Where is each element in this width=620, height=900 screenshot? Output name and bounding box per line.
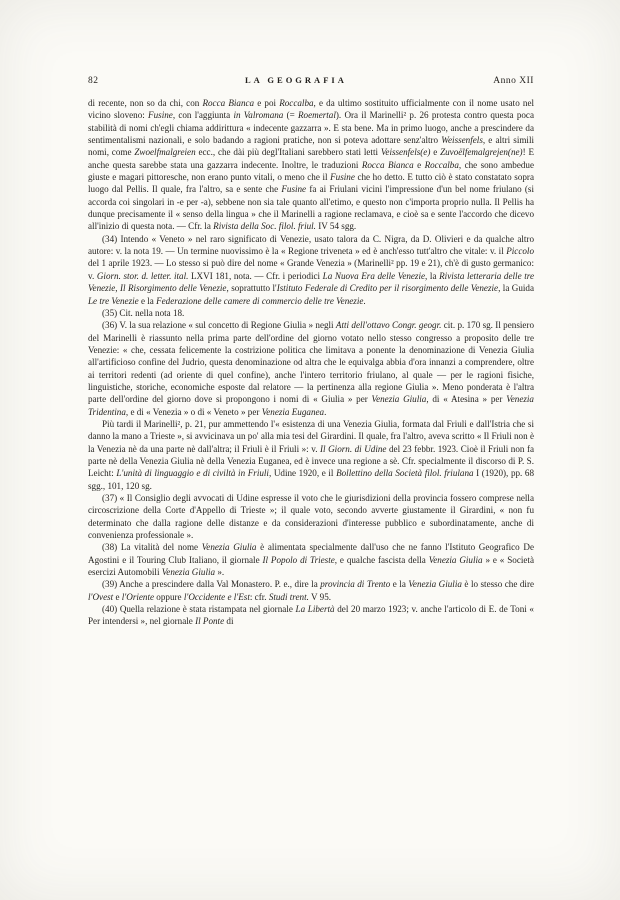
footnote-36: (36) V. la sua relazione « sul concetto di Regione Giulia » negli Atti dell'ottavo Congr. geogr. cit. p. 170 sg. Il pensiero del Marinelli è riassunto nella prima parte dell'ordine del giorno votato nello stesso congresso a proposito delle tre Venezie: « che, cessata felicemente la costrizione politica che limitava a ponente la denominazione di Venezia Giulia all'artificioso confine del Judrio, questa denominazione od altra che le equivalga abbia d'ora innanzi a comprendere, oltre ai territori redenti (ad oriente di quel confine), anche l'intero territorio friulano, al quale — per le ragioni fisiche, linguistiche, storiche, economiche esposte dal relatore — la pertinenza alla regione Giulia ». Meno ponderata è l'altra parte dell'ordine del giorno dove si propongono i nomi di « Giulia » per Venezia Giulia, di « Atesina » per Venezia Tridentina, e di « Venezia » o di « Veneto » per Venezia Euganea.	[88, 320, 534, 417]
text-block	[88, 97, 534, 628]
paragraph-continuation: di recente, non so da chi, con Rocca Bianca e poi Roccalba, e da ultimo sostituito ufficialmente con il nome usato nel vicino sloveno: Fusine, con l'aggiunta in Valromana (= Roemertal). Ora il Marinelli² p. 26 protesta contro questa poca stabilità di nomi ch'egli chiama addirittura « indecente gazzarra ». E sta bene. Ma in primo luogo, anche a prescindere da sentimentalismi nazionali, e solo badando a ragioni pratiche, non si poteva adottare senz'altro Weissenfels, e altri simili nomi, come Zwoelfmalgreien ecc., che dài più degl'Italiani sarebbero stati letti Veissenfels(e) e Zuvoëlfemalgrejen(ne)! E anche questa sarebbe stata una gazzarra indecente. Inoltre, le traduzioni Rocca Bianca e Roccalba, che sono ambedue giuste e magari pittoresche, non erano punto vitali, o meno che il Fusine che ho detto. E tutto ciò è stato constatato sopra luogo dal Pellis. Il quale, fra l'altro, sa e sente che Fusine fa ai Friulani vicini l'impressione d'un bel nome friulano (si accorda coi singolari in -e per -a), sebbene non sia tale quanto all'etimo, e questo non c'importa proprio nulla. Il Pellis ha dunque precisamente il « senso della lingua » che il Marinelli a ragione reclamava, e cioè sa e sente l'accordo che dicevo all'inizio di questa nota. — Cfr. la Rivista della Soc. filol. friul. IV 54 sgg.	[88, 98, 535, 232]
running-head	[88, 75, 534, 86]
footnote-39: (39) Anche a prescindere dalla Val Monastero. P. e., dire la provincia di Trento e la Venezia Giulia è lo stesso che dire l'Ovest e l'Oriente oppure l'Occidente e l'Est: cfr. Studi trent. V 95.	[88, 579, 535, 602]
footnote-34: (34) Intendo « Veneto » nel raro significato di Venezie, usato talora da C. Nigra, da D. Olivieri e da qualche altro autore: v. la nota 19. — Un termine nuovissimo è la « Regione triveneta » ed è anch'esso tutt'altro che vitale: v. il Piccolo del 1 aprile 1923. — Lo stesso si può dire del nome « Grande Venezia » (Marinelli² pp. 19 e 21), ch'è di gusto germanico: v. Giorn. stor. d. letter. ital. LXVI 181, nota. — Cfr. i periodici La Nuova Era delle Venezie, la Rivista letteraria delle tre Venezie, Il Risorgimento delle Venezie, soprattutto l'Istituto Federale di Credito per il risorgimento delle Venezie, la Guida Le tre Venezie e la Federazione delle camere di commercio delle tre Venezie.	[88, 233, 535, 306]
footnote-35: (35) Cit. nella nota 18.	[102, 307, 185, 318]
paragraph-piu-tardi: Più tardi il Marinelli², p. 21, pur ammettendo l'« esistenza di una Venezia Giulia, formata dal Friuli e dall'Istria che si danno la mano a Trieste », si avvicinava un po' alla mia tesi del Girardini. Il quale, fra l'altro, aveva scritto « Il Friuli non è la Venezia nè da una parte nè dall'altra; il Friuli è il Friuli »: v. Il Giorn. di Udine del 23 febbr. 1923. Cioè il Friuli non fa parte nè della Venezia Giulia nè della Venezia Euganea, ed è invece una regione a sè. Cfr. specialmente il discorso di P. S. Leicht: L'unità di linguaggio e di civiltà in Friuli, Udine 1920, e il Bollettino della Società filol. friulana I (1920), pp. 68 sgg., 101, 120 sg.	[88, 418, 535, 491]
page-number: 82	[88, 76, 99, 86]
footnote-40: (40) Quella relazione è stata ristampata nel giornale La Libertà del 20 marzo 1923; v. anche l'articolo di E. de Toni « Per intendersi », nel giornale Il Ponte di	[88, 604, 534, 627]
journal-title: LA GEOGRAFIA	[244, 75, 347, 85]
footnote-38: (38) La vitalità del nome Venezia Giulia è alimentata specialmente dall'uso che ne fanno l'Istituto Geografico De Agostini e il Touring Club Italiano, il giornale Il Popolo di Trieste, e qualche fascista della Venezia Giulia » e « Società esercizi Automobili Venezia Giulia ».	[88, 542, 535, 578]
footnote-37: (37) « Il Consiglio degli avvocati di Udine espresse il voto che le giurisdizioni della provincia fossero comprese nella circoscrizione della Corte d'Appello di Trieste »; il quale voto, secondo avverte giustamente il Girardini, « non fu determinato che dalla ragione delle distanze e da considerazioni d'interesse pubblico e subordinatamente, anche di convenienza professionale ».	[88, 493, 534, 541]
issue-label: Anno XII	[493, 76, 534, 86]
